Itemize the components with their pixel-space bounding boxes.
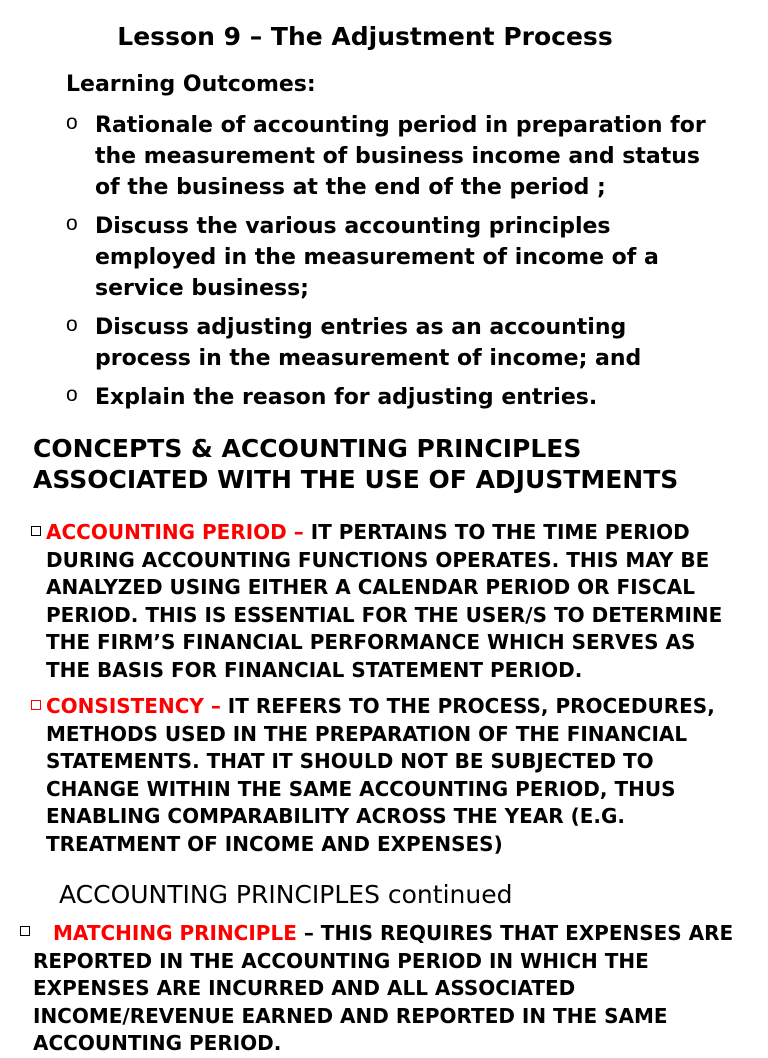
circle-bullet-icon: o (66, 383, 78, 406)
checkbox-bullet-icon (31, 700, 41, 710)
learning-outcomes-heading: Learning Outcomes: (66, 72, 316, 97)
consistency-item (46, 693, 746, 858)
page-title: Lesson 9 – The Adjustment Process (117, 22, 613, 51)
circle-bullet-icon: o (66, 111, 78, 134)
term-description: – THIS REQUIRES THAT EXPENSES ARE REPORTED IN THE ACCOUNTING PERIOD IN WHICH THE EXPENSES ARE INCURRED AND ALL ASSOCIATED INCOME/REVENUE EARNED AND REPORTED IN THE SAME ACCOUNTING PERIOD. (33, 921, 734, 1055)
circle-bullet-icon: o (66, 313, 78, 336)
term-label: CONSISTENCY – (46, 694, 221, 718)
term-label: ACCOUNTING PERIOD – (46, 520, 304, 544)
outcome-text: Discuss adjusting entries as an accounting process in the measurement of income; and (95, 315, 642, 371)
list-item (66, 382, 726, 413)
outcome-text: Discuss the various accounting principles employed in the measurement of income of a service business; (95, 214, 659, 301)
accounting-period-item (46, 519, 746, 684)
matching-principle-item (33, 920, 743, 1058)
learning-outcomes-list (66, 110, 726, 421)
term-label: MATCHING PRINCIPLE (53, 921, 297, 945)
term-description: IT PERTAINS TO THE TIME PERIOD DURING ACCOUNTING FUNCTIONS OPERATES. THIS MAY BE ANALYZED USING EITHER A CALENDAR PERIOD OR FISCAL PERIOD. THIS IS ESSENTIAL FOR THE USER/S TO DETERMINE THE FIRM’S FINANCIAL PERFORMANCE WHICH SERVES AS THE BASIS FOR FINANCIAL STATEMENT PERIOD. (46, 520, 723, 682)
checkbox-bullet-icon (31, 526, 41, 536)
term-description: IT REFERS TO THE PROCESS, PROCEDURES, METHODS USED IN THE PREPARATION OF THE FINANCIAL STATEMENTS. THAT IT SHOULD NOT BE SUBJECTED TO CHANGE WITHIN THE SAME ACCOUNTING PERIOD, THUS ENABLING COMPARABILITY ACROSS THE YEAR (E.G. TREATMENT OF INCOME AND EXPENSES) (46, 694, 715, 856)
principles-continued-heading: ACCOUNTING PRINCIPLES continued (59, 880, 513, 909)
list-item (66, 312, 726, 374)
checkbox-bullet-icon (20, 926, 30, 936)
outcome-text: Rationale of accounting period in preparation for the measurement of business income and status of the business at the end of the period ; (95, 113, 706, 200)
list-item (66, 110, 726, 203)
concepts-heading: CONCEPTS & ACCOUNTING PRINCIPLES ASSOCIATED WITH THE USE OF ADJUSTMENTS (33, 434, 679, 494)
outcome-text: Explain the reason for adjusting entries. (95, 385, 598, 410)
circle-bullet-icon: o (66, 212, 78, 235)
list-item (66, 211, 726, 304)
